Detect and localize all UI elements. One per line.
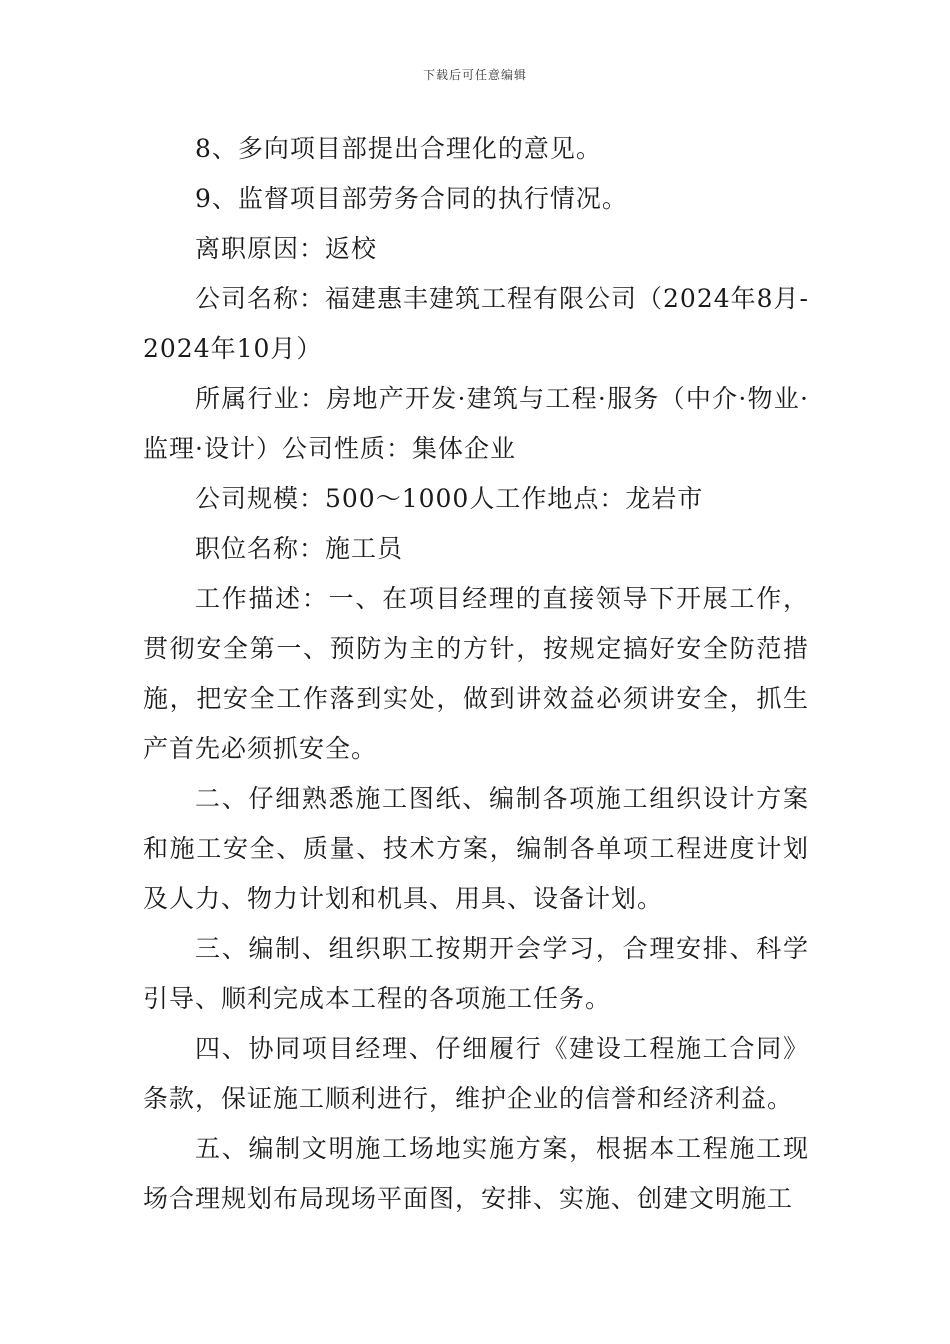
paragraph-item-3: 三、编制、组织职工按期开会学习，合理安排、科学引导、顺利完成本工程的各项施工任务。: [143, 934, 809, 1013]
paragraph-industry: 所属行业：房地产开发·建筑与工程·服务（中介·物业·监理·设计）公司性质：集体企业: [143, 384, 809, 463]
paragraph-duty-9: 9、监督项目部劳务合同的执行情况。: [195, 184, 628, 213]
header-note: 下载后可任意编辑: [422, 68, 527, 82]
paragraph-duty-8: 8、多向项目部提出合理化的意见。: [195, 134, 602, 163]
document-body: [143, 124, 809, 1224]
paragraph-company-name: 公司名称：福建惠丰建筑工程有限公司（2024年8月-2024年10月）: [143, 284, 809, 363]
paragraph-company-size: 公司规模：500～1000人工作地点：龙岩市: [195, 484, 704, 513]
paragraph-item-4: 四、协同项目经理、仔细履行《建设工程施工合同》条款，保证施工顺利进行，维护企业的信誉和经济利益。: [143, 1034, 809, 1113]
paragraph-item-5: 五、编制文明施工场地实施方案，根据本工程施工现场合理规划布局现场平面图，安排、实施、创建文明施工: [143, 1134, 809, 1213]
paragraph-leave-reason: 离职原因：返校: [195, 234, 378, 263]
paragraph-job-title: 职位名称：施工员: [195, 534, 404, 563]
paragraph-item-2: 二、仔细熟悉施工图纸、编制各项施工组织设计方案和施工安全、质量、技术方案，编制各单项工程进度计划及人力、物力计划和机具、用具、设备计划。: [143, 784, 809, 913]
paragraph-job-description: 工作描述：一、在项目经理的直接领导下开展工作，贯彻安全第一、预防为主的方针，按规定搞好安全防范措施，把安全工作落到实处，做到讲效益必须讲安全，抓生产首先必须抓安全。: [143, 584, 809, 763]
